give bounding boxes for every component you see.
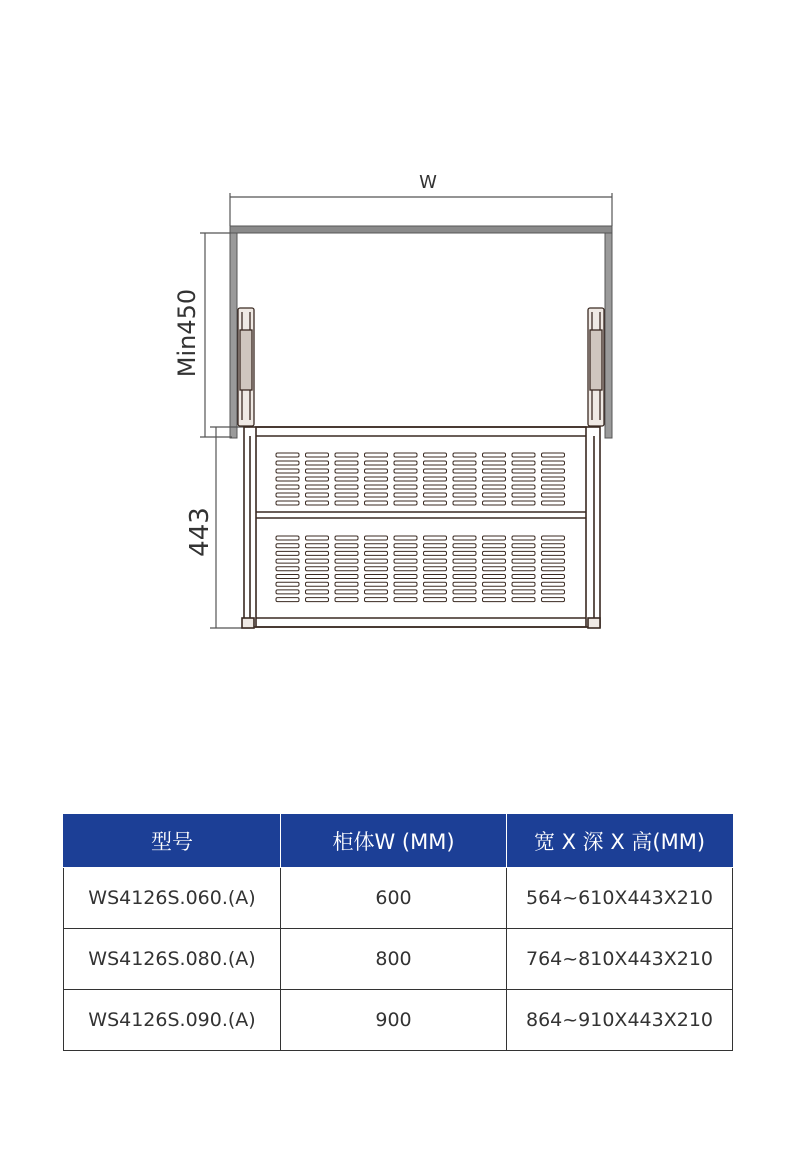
basket-slot	[483, 598, 506, 602]
cell-model: WS4126S.090.(A)	[64, 990, 281, 1051]
basket-slot	[365, 590, 388, 594]
basket-slot	[365, 544, 388, 548]
basket-slot	[276, 536, 299, 540]
basket-slot	[542, 575, 565, 579]
basket-slot	[542, 559, 565, 563]
basket-slot	[483, 567, 506, 571]
basket-slot	[335, 536, 358, 540]
lift-mechanism-left	[238, 308, 254, 426]
basket-slot	[394, 551, 417, 555]
basket-slot	[335, 590, 358, 594]
basket-slot	[335, 501, 358, 505]
basket-slot	[542, 582, 565, 586]
basket-slot	[483, 493, 506, 497]
basket-lower-slots	[276, 536, 565, 602]
basket-slot	[335, 551, 358, 555]
basket-slot	[542, 469, 565, 473]
basket-slot	[483, 477, 506, 481]
basket-slot	[276, 461, 299, 465]
basket-slot	[542, 567, 565, 571]
basket-slot	[276, 551, 299, 555]
basket-slot	[394, 461, 417, 465]
basket-slot	[453, 544, 476, 548]
basket-slot	[306, 501, 329, 505]
basket-slot	[276, 501, 299, 505]
basket-slot	[365, 493, 388, 497]
basket-slot	[542, 453, 565, 457]
basket-slot	[306, 590, 329, 594]
basket-slot	[276, 453, 299, 457]
basket-slot	[483, 469, 506, 473]
basket-slot	[512, 567, 535, 571]
basket-slot	[512, 551, 535, 555]
basket-slot	[365, 501, 388, 505]
height-label: Min450	[173, 288, 201, 378]
basket-slot	[512, 469, 535, 473]
basket-slot	[424, 453, 447, 457]
basket-slot	[394, 582, 417, 586]
basket-slot	[424, 582, 447, 586]
basket-slot	[424, 544, 447, 548]
basket-slot	[365, 461, 388, 465]
spec-table-header	[64, 815, 733, 868]
basket-slot	[512, 477, 535, 481]
cell-model: WS4126S.060.(A)	[64, 868, 281, 929]
basket-slot	[453, 575, 476, 579]
basket-slot	[394, 453, 417, 457]
basket-slot	[365, 477, 388, 481]
basket-slot	[453, 493, 476, 497]
basket-slot	[542, 551, 565, 555]
basket-slot	[512, 598, 535, 602]
basket-slot	[424, 536, 447, 540]
table-row	[64, 868, 733, 929]
basket-slot	[276, 544, 299, 548]
basket-slot	[542, 598, 565, 602]
basket-slot	[394, 590, 417, 594]
basket-slot	[394, 575, 417, 579]
basket-slot	[483, 461, 506, 465]
basket-slot	[394, 567, 417, 571]
cabinet-outline	[230, 226, 612, 438]
basket-slot	[483, 582, 506, 586]
basket-slot	[335, 544, 358, 548]
basket-slot	[335, 461, 358, 465]
basket-slot	[394, 544, 417, 548]
basket-slot	[306, 598, 329, 602]
basket-slot	[453, 453, 476, 457]
basket-slot	[276, 485, 299, 489]
basket-slot	[365, 559, 388, 563]
basket-slot	[483, 536, 506, 540]
basket-slot	[542, 536, 565, 540]
basket-slot	[424, 567, 447, 571]
basket-slot	[276, 598, 299, 602]
basket-slot	[542, 501, 565, 505]
basket-slot	[276, 567, 299, 571]
cell-cabinet-width: 600	[281, 868, 507, 929]
basket-slot	[394, 501, 417, 505]
table-row	[64, 929, 733, 990]
basket-slot	[394, 485, 417, 489]
basket-slot	[335, 485, 358, 489]
basket-slot	[306, 567, 329, 571]
basket-slot	[483, 501, 506, 505]
basket-slot	[276, 477, 299, 481]
basket-slot	[306, 493, 329, 497]
basket-slot	[424, 469, 447, 473]
basket-slot	[365, 582, 388, 586]
header-cabinet-width: 柜体W (MM)	[281, 815, 507, 868]
basket-slot	[394, 559, 417, 563]
basket-slot	[483, 575, 506, 579]
basket-slot	[483, 551, 506, 555]
cell-model: WS4126S.080.(A)	[64, 929, 281, 990]
basket-slot	[365, 598, 388, 602]
spec-table	[63, 814, 733, 1051]
basket-slot	[424, 551, 447, 555]
basket-slot	[483, 485, 506, 489]
basket-slot	[512, 461, 535, 465]
basket-slot	[453, 582, 476, 586]
basket-slot	[483, 590, 506, 594]
basket-slot	[542, 590, 565, 594]
basket-slot	[394, 493, 417, 497]
basket-slot	[306, 551, 329, 555]
basket-slot	[512, 582, 535, 586]
lift-mechanism-right	[588, 308, 604, 426]
basket-slot	[394, 536, 417, 540]
basket-slot	[335, 453, 358, 457]
basket-slot	[335, 559, 358, 563]
basket-slot	[512, 485, 535, 489]
basket-slot	[306, 477, 329, 481]
basket-slot	[453, 501, 476, 505]
cell-dimensions: 764~810X443X210	[507, 929, 733, 990]
basket-slot	[365, 567, 388, 571]
basket-slot	[483, 559, 506, 563]
basket-slot	[542, 461, 565, 465]
basket-slot	[512, 544, 535, 548]
basket-slot	[512, 559, 535, 563]
basket-slot	[424, 461, 447, 465]
basket-slot	[424, 598, 447, 602]
basket-slot	[483, 544, 506, 548]
basket-slot	[306, 536, 329, 540]
basket-slot	[453, 477, 476, 481]
basket-slot	[542, 477, 565, 481]
basket-slot	[335, 469, 358, 473]
basket-slot	[453, 590, 476, 594]
basket-slot	[276, 493, 299, 497]
basket-slot	[394, 477, 417, 481]
basket-slot	[306, 461, 329, 465]
basket-slot	[453, 469, 476, 473]
basket-slot	[335, 575, 358, 579]
basket-slot	[276, 582, 299, 586]
basket-slot	[394, 469, 417, 473]
basket-slot	[424, 590, 447, 594]
basket-slot	[365, 575, 388, 579]
basket-slot	[542, 493, 565, 497]
basket-slot	[365, 453, 388, 457]
basket-slot	[306, 575, 329, 579]
cell-cabinet-width: 900	[281, 990, 507, 1051]
basket-slot	[512, 453, 535, 457]
basket-slot	[424, 559, 447, 563]
basket-slot	[365, 469, 388, 473]
basket-slot	[453, 559, 476, 563]
basket-slot	[335, 477, 358, 481]
basket-slot	[512, 493, 535, 497]
cell-dimensions: 864~910X443X210	[507, 990, 733, 1051]
basket-slot	[365, 536, 388, 540]
table-row	[64, 990, 733, 1051]
basket-slot	[453, 461, 476, 465]
basket-slot	[483, 453, 506, 457]
basket-slot	[306, 544, 329, 548]
basket-slot	[306, 559, 329, 563]
basket-slot	[453, 536, 476, 540]
basket-slot	[453, 598, 476, 602]
basket-slot	[335, 582, 358, 586]
basket-slot	[424, 477, 447, 481]
basket-slot	[394, 598, 417, 602]
basket-slot	[306, 453, 329, 457]
basket-slot	[365, 551, 388, 555]
basket-slot	[453, 551, 476, 555]
basket-slot	[335, 567, 358, 571]
basket-slot	[335, 493, 358, 497]
basket-slot	[424, 575, 447, 579]
basket-slot	[453, 485, 476, 489]
height-dimension	[200, 233, 232, 437]
basket-slot	[276, 575, 299, 579]
basket-slot	[424, 493, 447, 497]
basket-slot	[512, 536, 535, 540]
basket-upper-slots	[276, 453, 565, 505]
basket-slot	[424, 485, 447, 489]
basket-slot	[512, 590, 535, 594]
basket-slot	[542, 544, 565, 548]
cell-cabinet-width: 800	[281, 929, 507, 990]
basket-slot	[306, 469, 329, 473]
basket-slot	[306, 582, 329, 586]
basket-slot	[306, 485, 329, 489]
header-dimensions: 宽 X 深 X 高(MM)	[507, 815, 733, 868]
basket-slot	[276, 590, 299, 594]
basket-height-label: 443	[185, 507, 215, 557]
basket-slot	[512, 575, 535, 579]
basket-slot	[276, 469, 299, 473]
width-dimension	[230, 193, 612, 226]
basket-slot	[424, 501, 447, 505]
basket-slot	[335, 598, 358, 602]
width-label: W	[419, 172, 437, 193]
basket-slot	[512, 501, 535, 505]
cell-dimensions: 564~610X443X210	[507, 868, 733, 929]
basket-slot	[542, 485, 565, 489]
basket-slot	[276, 559, 299, 563]
header-model: 型号	[64, 815, 281, 868]
basket-slot	[365, 485, 388, 489]
basket-slot	[453, 567, 476, 571]
